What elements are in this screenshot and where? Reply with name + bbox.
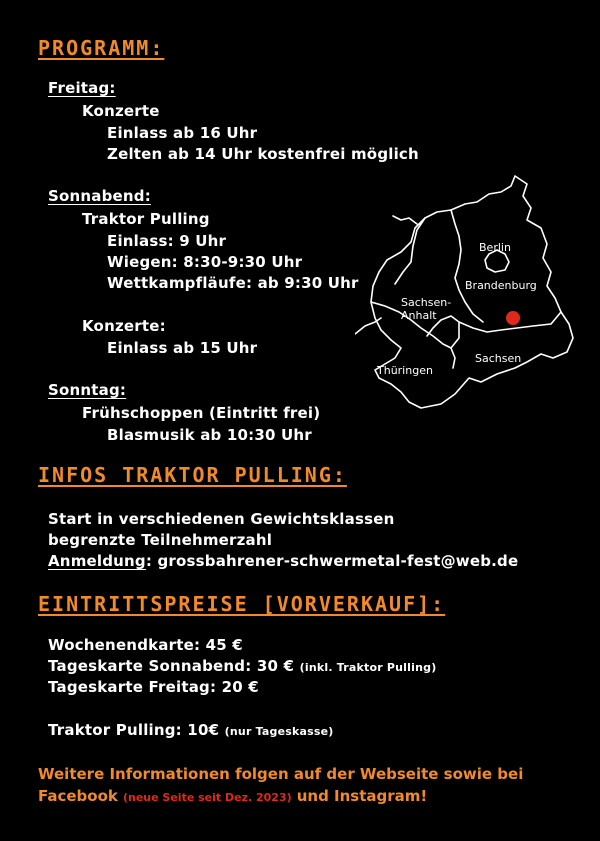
price-saturday: Tageskarte Sonnabend: 30 € bbox=[48, 657, 295, 675]
border-north-stub bbox=[393, 216, 417, 224]
footer-line-2 bbox=[38, 786, 427, 805]
map-label-sachsen-anhalt-1: Sachsen- bbox=[401, 296, 452, 309]
saturday-day: Sonnabend: bbox=[48, 187, 151, 205]
footer-line-1: Weitere Informationen folgen auf der Webseite sowie bei bbox=[38, 765, 524, 783]
facebook-text: Facebook bbox=[38, 787, 118, 805]
saturday-line-3: Wettkampfläufe: ab 9:30 Uhr bbox=[107, 274, 359, 292]
friday-day: Freitag: bbox=[48, 79, 116, 97]
sunday-line: Blasmusik ab 10:30 Uhr bbox=[107, 426, 312, 444]
sunday-day: Sonntag: bbox=[48, 381, 127, 399]
price-pulling: Traktor Pulling: 10€ bbox=[48, 721, 220, 739]
location-marker bbox=[506, 311, 520, 325]
infos-line-2: begrenzte Teilnehmerzahl bbox=[48, 531, 273, 549]
price-friday: Tageskarte Freitag: 20 € bbox=[48, 678, 259, 696]
saturday-title: Traktor Pulling bbox=[82, 210, 210, 228]
map-label-sachsen: Sachsen bbox=[475, 352, 522, 365]
map-label-berlin: Berlin bbox=[479, 241, 511, 254]
price-saturday-line bbox=[48, 657, 436, 675]
saturday-line-2: Wiegen: 8:30-9:30 Uhr bbox=[107, 253, 303, 271]
map-label-brandenburg: Brandenburg bbox=[465, 279, 537, 292]
facebook-note: (neue Seite seit Dez. 2023) bbox=[122, 791, 292, 804]
border-west bbox=[395, 218, 425, 284]
border-west-stub bbox=[355, 318, 381, 334]
map-label-thueringen: Thüringen bbox=[377, 364, 433, 377]
footer-end: und Instagram! bbox=[296, 787, 428, 805]
map-label-sachsen-anhalt-2: Anhalt bbox=[401, 309, 437, 322]
prices-heading: EINTRITTSPREISE [VORVERKAUF]: bbox=[38, 592, 446, 616]
friday-line-1: Einlass ab 16 Uhr bbox=[107, 124, 258, 142]
programm-heading: PROGRAMM: bbox=[38, 36, 165, 60]
friday-title: Konzerte bbox=[82, 102, 160, 120]
registration-label: Anmeldung bbox=[48, 552, 146, 570]
friday-line-2: Zelten ab 14 Uhr kostenfrei möglich bbox=[107, 145, 419, 163]
sunday-title: Frühschoppen (Eintritt frei) bbox=[82, 404, 321, 422]
price-pulling-line bbox=[48, 721, 334, 739]
saturday-concert-line: Einlass ab 15 Uhr bbox=[107, 339, 258, 357]
saturday-concert-title: Konzerte: bbox=[82, 317, 166, 335]
registration-email[interactable]: : grossbahrener-schwermetal-fest@web.de bbox=[145, 552, 519, 570]
registration-line bbox=[48, 552, 518, 570]
region-map bbox=[355, 172, 585, 417]
infos-line-1: Start in verschiedenen Gewichtsklassen bbox=[48, 510, 395, 528]
infos-heading: INFOS TRAKTOR PULLING: bbox=[38, 463, 347, 487]
price-saturday-note: (inkl. Traktor Pulling) bbox=[299, 661, 437, 674]
price-weekend: Wochenendkarte: 45 € bbox=[48, 636, 243, 654]
price-pulling-note: (nur Tageskasse) bbox=[224, 725, 334, 738]
border-st-bb bbox=[451, 210, 483, 322]
saturday-line-1: Einlass: 9 Uhr bbox=[107, 232, 227, 250]
